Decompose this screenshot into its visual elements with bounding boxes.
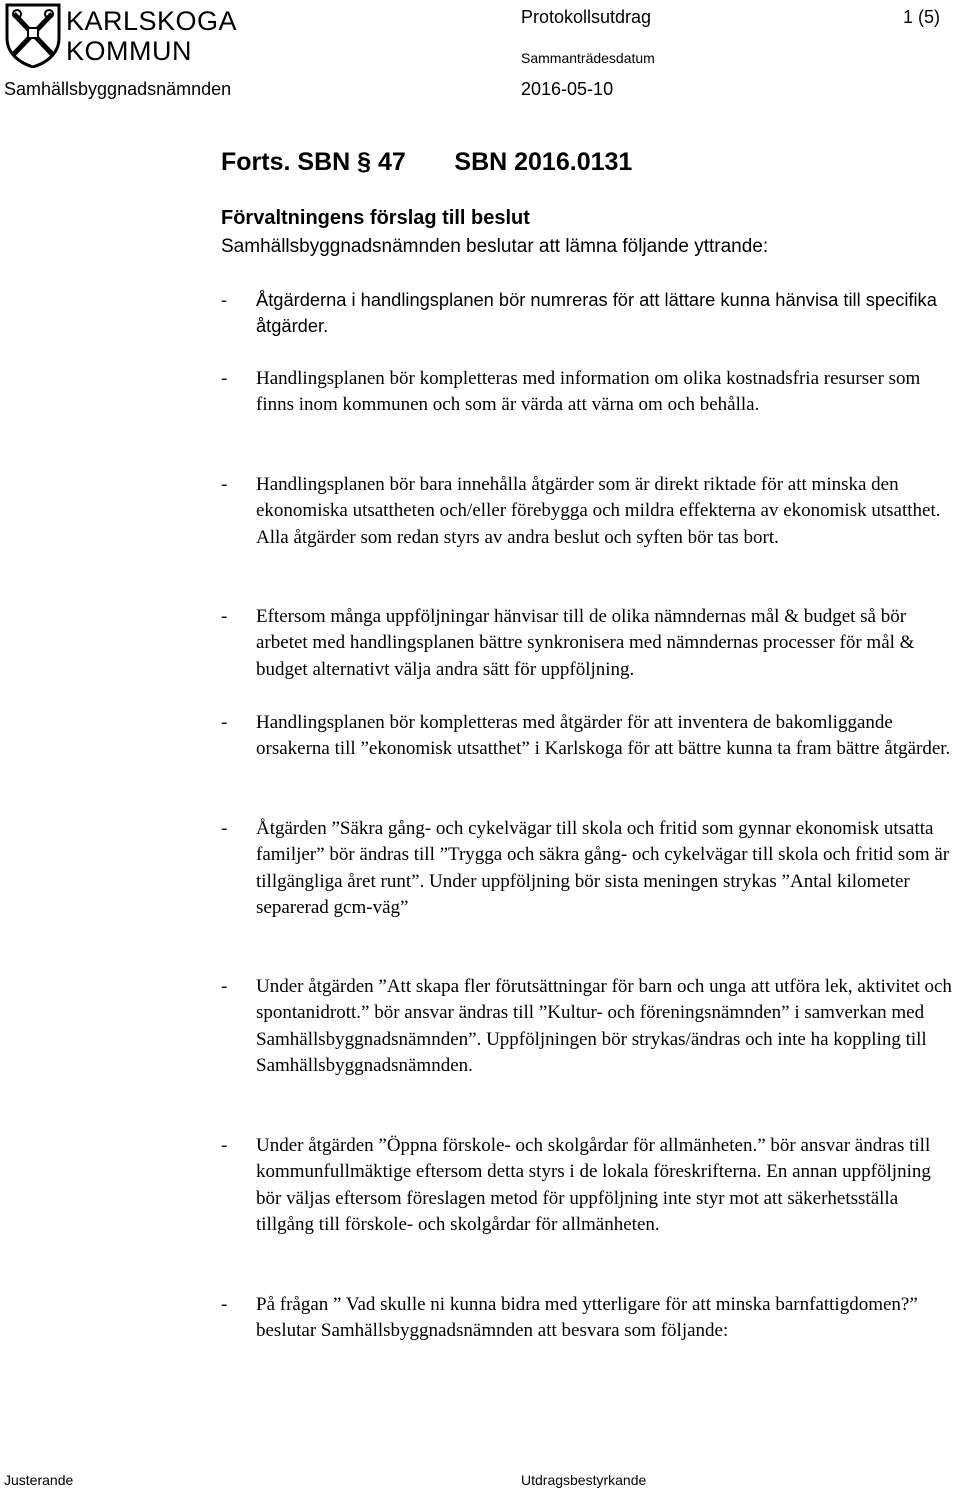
list-item-text: Handlingsplanen bör kompletteras med information om olika kostnadsfria resurser som finns inom kommunen och som är värda att värna om och behålla. <box>256 368 921 416</box>
committee-name: Samhällsbyggnadsnämnden <box>4 79 232 99</box>
list-item-text: Handlingsplanen bör kompletteras med åtgärder för att inventera de bakomliggande orsakerna till ”ekonomisk utsatthet” i Karlskoga för att bättre kunna ta fram bättre åtgärder. <box>256 712 951 760</box>
logo-wordmark <box>66 6 237 66</box>
list-item-text: Eftersom många uppföljningar hänvisar till de olika nämndernas mål & budget så bör arbetet med handlingsplanen bättre synkronisera med nämndernas processer för mål & budget alternativt välja andra sätt för uppföljning. <box>256 606 915 680</box>
bullet-dash: - <box>221 368 228 389</box>
bullet-dash: - <box>221 1135 228 1156</box>
document-type: Protokollsutdrag <box>521 7 652 27</box>
municipality-logo <box>4 2 236 68</box>
bullet-dash: - <box>221 289 228 310</box>
logo-line-1: KARLSKOGA <box>66 6 238 36</box>
list-item-text: Under åtgärden ”Att skapa fler förutsättningar för barn och unga att utföra lek, aktivitet och spontanidrott.” bör ansvar ändras till ”Kultur- och föreningsnämnden” i samverkan med Samhällsbyggnadsnämnden”. Uppföljningen bör strykas/ändras och inte ha koppling till Samhällsbyggnadsnämnden. <box>256 976 952 1077</box>
bullet-dash: - <box>221 976 228 997</box>
bullet-dash: - <box>221 818 228 839</box>
list-item-text: Handlingsplanen bör bara innehålla åtgärder som är direkt riktade för att minska den ekonomiska utsattheten och/eller förebygga och mildra effekterna av ekonomisk utsatthet. Alla åtgärder som redan styrs av andra beslut och syften bör tas bort. <box>256 474 941 548</box>
footer-initials-label: Justerande <box>4 1472 74 1488</box>
proposal-heading: Förvaltningens förslag till beslut <box>221 207 530 229</box>
intro-text: Samhällsbyggnadsnämnden beslutar att lämna följande yttrande: <box>221 236 769 257</box>
bullet-dash: - <box>221 474 228 495</box>
footer-certification-label: Utdragsbestyrkande <box>521 1472 647 1488</box>
meeting-date-label: Sammanträdesdatum <box>521 50 655 66</box>
bullet-dash: - <box>221 712 228 733</box>
section-heading: Forts. SBN § 47 SBN 2016.0131 <box>221 148 633 176</box>
list-item-text: På frågan ” Vad skulle ni kunna bidra med ytterligare för att minska barnfattigdomen?” beslutar Samhällsbyggnadsnämnden att besvara som följande: <box>256 1294 918 1342</box>
list-item-text: Åtgärden ”Säkra gång- och cykelvägar till skola och fritid som gynnar ekonomisk utsatta familjer” bör ändras till ”Trygga och säkra gång- och cykelvägar till skola och fritid som är tillgängliga året runt”. Under uppföljning bör sista meningen strykas ”Antal kilometer separerad gcm-väg” <box>256 818 950 919</box>
list-item-text: Åtgärderna i handlingsplanen bör numreras för att lättare kunna hänvisa till specifika åtgärder. <box>256 289 937 337</box>
coat-of-arms-icon <box>4 2 62 68</box>
page-number: 1 (5) <box>903 7 941 27</box>
bullet-dash: - <box>221 606 228 627</box>
list-item-text: Under åtgärden ”Öppna förskole- och skolgårdar för allmänheten.” bör ansvar ändras till kommunfullmäktige eftersom detta styrs i de lokala föreskrifterna. En annan uppföljning bör väljas eftersom föreslagen metod för uppföljning inte styr mot att säkerhetsställa tillgång till förskole- och skolgårdar för allmänheten. <box>256 1135 931 1236</box>
logo-line-2: KOMMUN <box>66 36 192 66</box>
bullet-dash: - <box>221 1294 228 1315</box>
meeting-date: 2016-05-10 <box>521 79 614 99</box>
